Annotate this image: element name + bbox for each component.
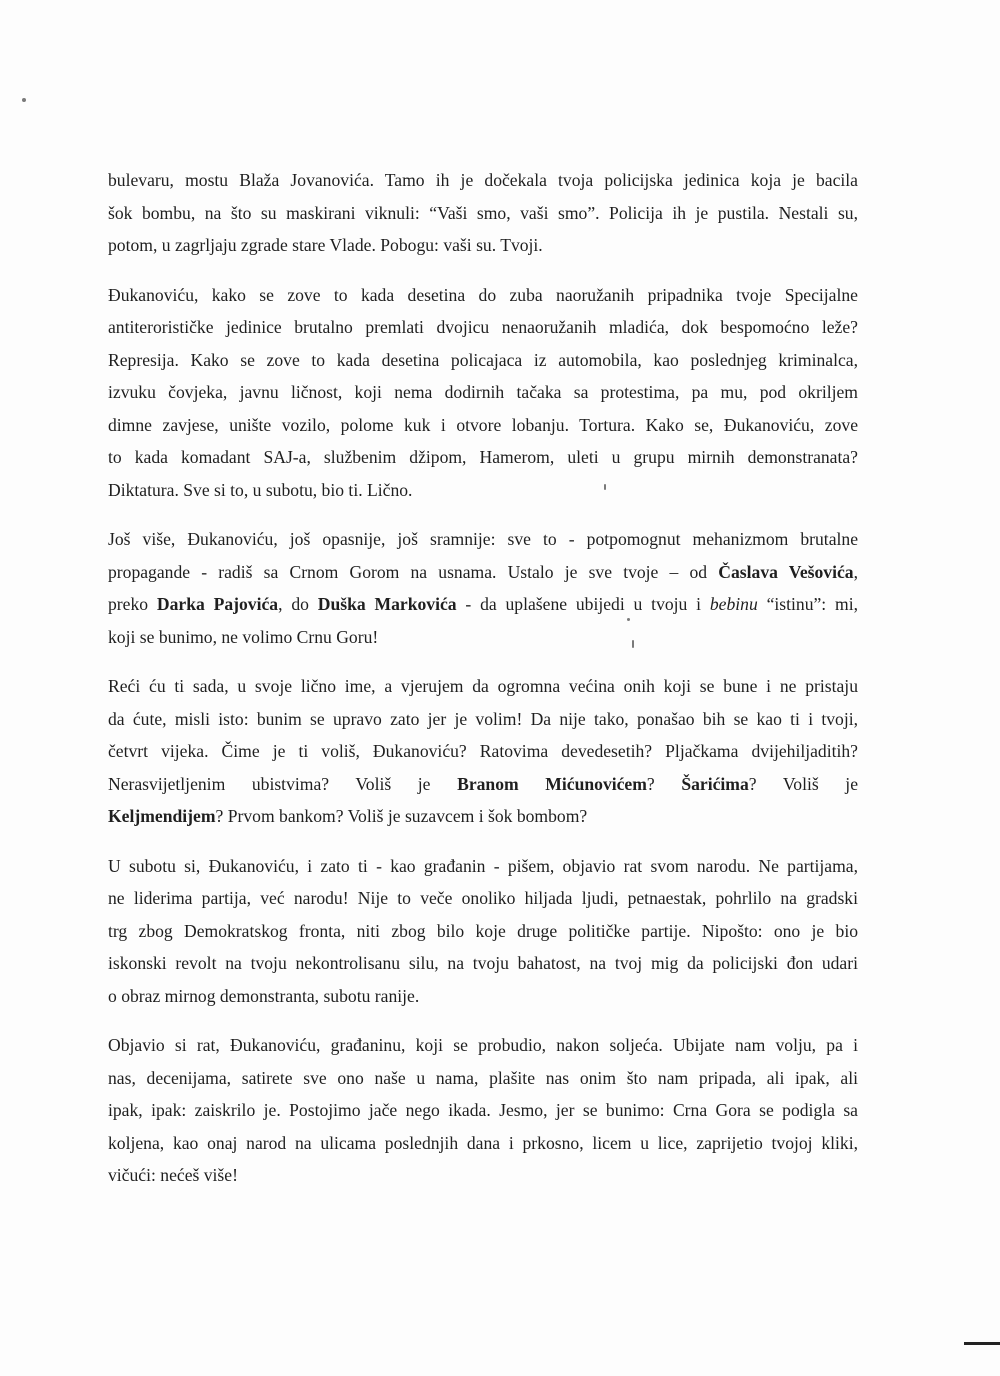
text-line xyxy=(108,800,858,833)
bold-name: Darka Pajovića xyxy=(156,594,279,614)
text-run: ? Prvom bankom? Voliš je suzavcem i šok bombom? xyxy=(215,806,588,826)
paragraph xyxy=(108,164,858,262)
paragraph xyxy=(108,850,858,1013)
text-run: , xyxy=(853,561,859,582)
text-line: Još više, Đukanoviću, još opasnije, još sramnije: sve to - potpomognut mehanizmom brutalne xyxy=(108,529,858,549)
text-line: ne liderima partija, već narodu! Nije to veče onoliko hiljada ljudi, petnaestak, pohrlilo na gradski xyxy=(108,888,858,908)
letter-body xyxy=(108,164,858,1209)
paragraph xyxy=(108,1029,858,1192)
text-line: Reći ću ti sada, u svoje lično ime, a vjerujem da ogromna većina onih koji se bune i ne pristaju xyxy=(108,676,858,696)
text-line: da ćute, misli isto: bunim se upravo zato jer je volim! Da nije tako, ponašao bih se kao ti i tvoji, xyxy=(108,708,858,729)
text-line: potom, u zagrljaju zgrade stare Vlade. Pobogu: vaši su. Tvoji. xyxy=(108,235,543,255)
text-line: Objavio si rat, Đukanoviću, građaninu, koji se probudio, nakon soljeća. Ubijate nam volju, pa i xyxy=(108,1035,858,1055)
text-line: o obraz mirnog demonstranta, subotu ranije. xyxy=(108,985,420,1006)
text-line: antiterorističke jedinice brutalno premlati dvojicu nenaoružanih mladića, dok bespomoćno leže? xyxy=(108,317,858,337)
bold-name: Branom Mićunovićem xyxy=(457,773,647,794)
text-line: dimne zavjese, unište vozilo, polome kuk i otvore lobanju. Tortura. Kako se, Đukanoviću, zove xyxy=(108,414,858,435)
text-run: Nerasvijetljenim ubistvima? Voliš je xyxy=(108,773,458,794)
text-run: “istinu”: mi, xyxy=(757,594,858,614)
paragraph xyxy=(108,279,858,507)
scan-speck xyxy=(22,98,26,102)
paragraph xyxy=(108,523,858,653)
text-run: propagande - radiš sa Crnom Gorom na usnama. Ustalo je sve tvoje – od xyxy=(108,561,719,582)
text-line: nas, decenijama, satirete sve ono naše u nama, plašite nas onim što nam pripada, ali ipak, ali xyxy=(108,1067,858,1088)
bold-name: Časlava Vešovića xyxy=(718,561,854,582)
text-line: vičući: nećeš više! xyxy=(108,1165,238,1185)
text-line: iskonski revolt na tvoju nekontrolisanu silu, na tvoju bahatost, na tvoj mig da policijski đon udari xyxy=(108,953,858,973)
text-line xyxy=(108,588,858,621)
text-line: koljena, kao onaj narod na ulicama poslednjih dana i prkosno, licem u lice, zaprijetio tvojoj kliki, xyxy=(108,1132,858,1153)
text-line: trg zbog Demokratskog fronta, niti zbog bilo koje druge političke partije. Nipošto: ono je bio xyxy=(108,920,858,941)
text-line: izvuku čovjeka, javnu ličnost, koji nema dodirnih tačaka sa protestima, pa mu, pod okriljem xyxy=(108,382,858,402)
text-line: U subotu si, Đukanoviću, i zato ti - kao građanin - pišem, objavio rat svom narodu. Ne partijama, xyxy=(108,855,858,876)
text-line: šok bombu, na što su maskirani viknuli: “Vaši smo, vaši smo”. Policija ih je pustila. Nestali su, xyxy=(108,202,858,223)
text-line: bulevaru, mostu Blaža Jovanovića. Tamo ih je dočekala tvoja policijska jedinica koja je bacila xyxy=(108,170,858,190)
text-run: preko xyxy=(108,594,157,614)
text-line xyxy=(108,768,858,801)
paragraph xyxy=(108,670,858,833)
text-line: Diktatura. Sve si to, u subotu, bio ti. Lično. xyxy=(108,479,413,500)
text-run: - da uplašene ubijedi u tvoju i xyxy=(456,594,710,614)
text-run: ? Voliš je xyxy=(748,773,859,794)
scan-edge-mark xyxy=(964,1342,1000,1345)
text-line: to kada komadant SAJ-a, službenim džipom, Hamerom, uleti u grupu mirnih demonstranata? xyxy=(108,447,858,467)
text-line: ipak, ipak: zaiskrilo je. Postojimo jače nego ikada. Jesmo, jer se bunimo: Crna Gora se podigla sa xyxy=(108,1100,858,1120)
bold-name: Duška Markovića xyxy=(317,594,457,614)
text-line: Đukanoviću, kako se zove to kada desetina do zuba naoružanih pripadnika tvoje Specijalne xyxy=(108,284,858,305)
text-run: ? xyxy=(646,773,682,794)
text-run: , do xyxy=(278,594,318,614)
text-line xyxy=(108,556,858,589)
text-line: koji se bunimo, ne volimo Crnu Goru! xyxy=(108,626,379,647)
bold-name: Keljmendijem xyxy=(108,806,216,826)
text-line: Represija. Kako se zove to kada desetina policajaca iz automobila, kao poslednjeg kriminalca, xyxy=(108,349,858,370)
text-line: četvrt vijeka. Čime je ti voliš, Đukanoviću? Ratovima devedesetih? Pljačkama dvijehiljaditih? xyxy=(108,741,858,761)
italic-word: bebinu xyxy=(709,594,758,614)
bold-name: Šarićima xyxy=(681,773,749,794)
